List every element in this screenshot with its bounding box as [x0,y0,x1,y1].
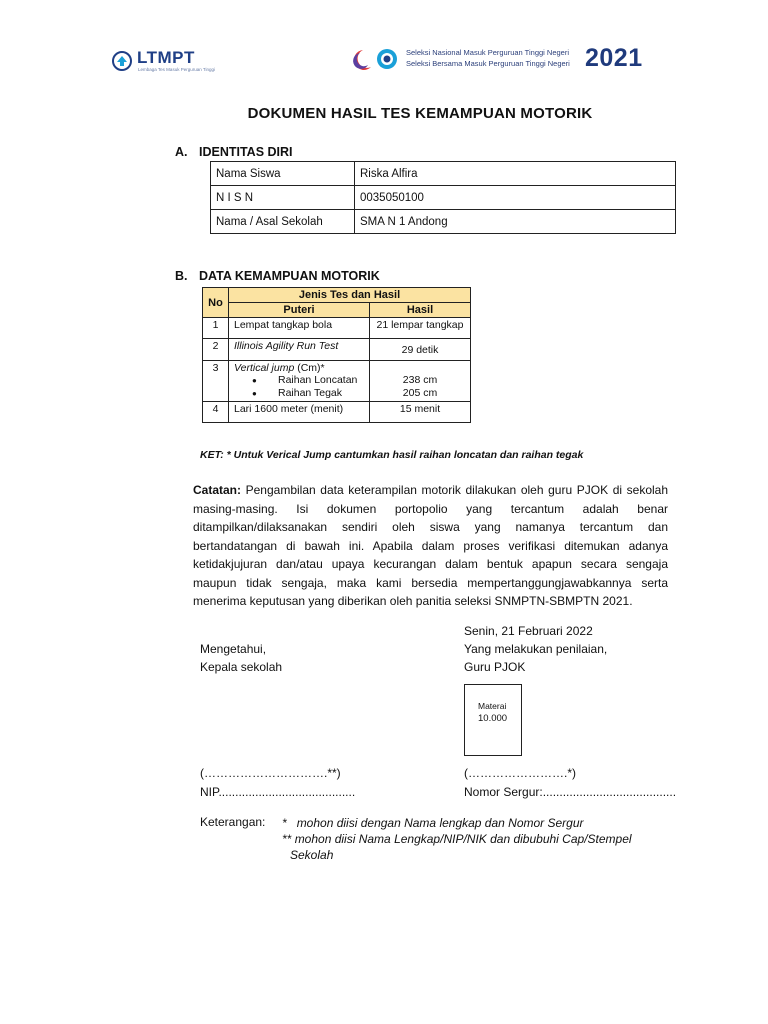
vertical-jump-label: Vertical jump [234,362,295,374]
snmptn-emblem-icon [351,47,399,71]
identity-value: Riska Alfira [355,162,676,186]
ltmpt-logo-subtitle: Lembaga Tes Masuk Perguruan Tinggi [138,67,215,72]
materai-stamp-box [464,684,522,756]
result-loncatan: 238 cm [402,374,438,386]
row-result: 21 lempar tangkap [370,318,471,339]
table-row [203,402,471,423]
header-no: No [203,288,229,318]
signature-date: Senin, 21 Februari 2022 [464,624,593,638]
sub-item [234,387,364,400]
table-subheader-row [203,303,471,318]
catatan-paragraph [193,481,668,611]
table-row [203,318,471,339]
table-row [203,361,471,402]
ltmpt-logo [112,48,215,74]
nip-field: NIP......................................... [200,785,356,799]
section-b-heading [175,269,380,283]
keterangan-note-2-cont: Sekolah [290,848,334,862]
identity-value: SMA N 1 Andong [355,210,676,234]
row-no: 4 [203,402,229,423]
catatan-text: Pengambilan data keterampilan motorik dilakukan oleh guru PJOK di sekolah masing-masing. Isi dokumen portopolio yang tercantum adalah benar ditampilkan/dilaksanakan sendiri oleh siswa yang namanya tercantum dan bertandatangan di bawah ini. Apabila dalam proses verifikasi ditemukan adanya ketidakjujuran dan/atau upaya kecurangan dalam bentuk apapun secara sengaja maupun tidak sengaja, maka kami bersedia mempertanggungjawabkannya serta menerima keputusan yang diberikan oleh panitia seleksi SNMPTN-SBMPTN 2021. [193,483,668,608]
section-b-letter: B. [175,269,188,283]
bullet-icon: ● [252,376,257,385]
row-test: Lempat tangkap bola [229,318,370,339]
row-no: 1 [203,318,229,339]
table-row [203,339,471,361]
row-test: Illinois Agility Run Test [229,339,370,361]
keterangan-label: Keterangan: [200,815,266,829]
identity-row [211,210,676,234]
note-1-mark: * [282,816,287,830]
row-result: 29 detik [370,339,471,361]
ltmpt-emblem-icon [112,51,132,71]
nomor-sergur-field: Nomor Sergur:........................................ [464,785,677,799]
sub-item-label: Raihan Tegak [278,387,343,399]
snmptn-sbmptn-logo [351,44,651,74]
section-a-heading [175,145,293,159]
identity-label: N I S N [211,186,355,210]
section-a-title: IDENTITAS DIRI [199,145,293,159]
header-result: Hasil [370,303,471,318]
row-result [370,361,471,402]
bullet-icon: ● [252,389,257,398]
row-test [229,361,370,402]
sub-item [234,374,364,387]
motor-ability-table [202,287,471,423]
left-signature-name: (………………………….**) [200,766,341,780]
row-no: 2 [203,339,229,361]
header-group: Jenis Tes dan Hasil [229,288,471,303]
document-title: DOKUMEN HASIL TES KEMAMPUAN MOTORIK [247,105,593,122]
identity-table [210,161,676,234]
right-signer-line2: Guru PJOK [464,660,526,674]
identity-row [211,186,676,210]
materai-label: Materai [478,701,507,711]
vertical-jump-unit: (Cm)* [294,362,325,374]
section-b-title: DATA KEMAMPUAN MOTORIK [199,269,380,283]
ket-note: KET: * Untuk Verical Jump cantumkan hasil raihan loncatan dan raihan tegak [200,449,584,461]
table-header-row [203,288,471,303]
header-test: Puteri [229,303,370,318]
row-test: Lari 1600 meter (menit) [229,402,370,423]
note-2-mark: ** [282,832,292,846]
ltmpt-logo-text: LTMPT [137,48,195,67]
result-tegak: 205 cm [402,387,438,399]
sbmptn-line: Seleksi Bersama Masuk Perguruan Tinggi Negeri [406,59,570,68]
header-year: 2021 [585,44,643,72]
sub-item-label: Raihan Loncatan [278,374,358,386]
keterangan-note-1 [282,815,584,831]
left-signer-line1: Mengetahui, [200,642,267,656]
row-result: 15 menit [370,402,471,423]
keterangan-note-2 [282,831,632,847]
materai-value: 10.000 [478,713,508,724]
identity-row [211,162,676,186]
left-signer-line2: Kepala sekolah [200,660,283,674]
identity-value: 0035050100 [355,186,676,210]
identity-label: Nama / Asal Sekolah [211,210,355,234]
section-a-letter: A. [175,145,188,159]
note-2-text: mohon diisi Nama Lengkap/NIP/NIK dan dibubuhi Cap/Stempel [294,832,632,846]
row-no: 3 [203,361,229,402]
catatan-label: Catatan: [193,483,242,497]
right-signer-line1: Yang melakukan penilaian, [464,642,608,656]
identity-label: Nama Siswa [211,162,355,186]
snmptn-line: Seleksi Nasional Masuk Perguruan Tinggi Negeri [406,48,570,57]
right-signature-name: (…………………….*) [464,766,576,780]
note-1-text: mohon diisi dengan Nama lengkap dan Nomor Sergur [296,816,584,830]
